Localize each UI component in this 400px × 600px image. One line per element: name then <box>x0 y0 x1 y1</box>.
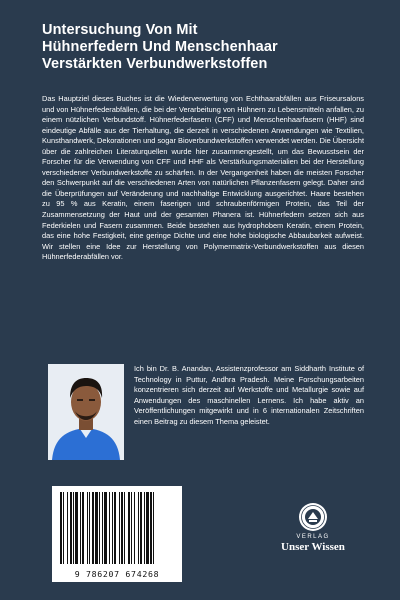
publisher-seal-icon <box>298 502 328 532</box>
author-bio: Ich bin Dr. B. Anandan, Assistenzprofessor am Siddharth Institute of Technology in Puttur, Andhra Pradesh. Meine Forschungsarbeiten konzentrieren sich derzeit auf Werkstoffe und Metallurgie sowie auf Anwendungen des maschinellen Lernens. Ich habe aktiv an Veröffentlichungen mitgewirkt und in 6 internationalen Zeitschriften einen Beitrag zu diesem Thema geleistet. <box>134 364 364 426</box>
barcode-bar <box>134 492 135 564</box>
barcode-bar <box>80 492 81 564</box>
barcode-bar <box>146 492 149 564</box>
barcode-bar <box>153 492 154 564</box>
barcode-bar <box>119 492 120 564</box>
barcode-bar <box>121 492 123 564</box>
barcode-bar <box>67 492 68 564</box>
barcode-bar <box>75 492 78 564</box>
barcode-bar <box>70 492 72 564</box>
barcode-bar <box>112 492 113 564</box>
barcode-bar <box>60 492 62 564</box>
barcode-bar <box>99 492 100 564</box>
barcode-bar <box>131 492 132 564</box>
publisher-verlag-label: VERLAG <box>296 534 330 540</box>
publisher-block <box>258 502 368 553</box>
barcode-bar <box>104 492 107 564</box>
book-title: Untersuchung Von Mit Hühnerfedern Und Menschenhaar Verstärkten Verbundwerkstoffen <box>42 22 278 72</box>
barcode-bar <box>87 492 88 564</box>
barcode-bar <box>92 492 94 564</box>
book-description: Das Hauptziel dieses Buches ist die Wiederverwertung von Echthaarabfällen aus Friseursalons und von Hühnerfederabfällen, die bei der Verarbeitung von Hühnern zu Lebensmitteln anfallen, zu einem nützlichen Verbundstoff. Hühnerfederfasern (CFF) und Menschenhaarfasern (HHF) sind eindeutige Abfälle aus der Tierhaltung, die derzeit in verschiedenen Anwendungen wie Textilien, Kunsthandwerk, Dekorationen und sogar Bioverbundwerkstoffen verwendet werden. Die Übersicht über die zahlreichen Literaturquellen wurde hier zusammengestellt, um das Bewusstsein der Forscher für die Verwendung von CFF und HHF als Verstärkungsmaterialien bei der Herstellung verschiedener Verbundwerkstoffe zu schärfen. In der Vergangenheit haben die meisten Forscher den Schwerpunkt auf die verschiedenen Arten von natürlichen Pflanzenfasern gelegt. Daher sind die Überprüfungen auf Veränderung und nachhaltige Entwicklung ausgerichtet. Haare bestehen zu 95 % aus Keratin, einem faserigen und schraubenförmigen Protein, das Teil der Zusammensetzung der Haut und der gesamten Phanera ist. Hühnerfedern setzen sich aus Federkielen und Fasern zusammen. Beide bestehen aus hydrophobem Keratin, einem Protein, das eine hohe Festigkeit, eine geringe Dichte und eine hohe biologische Abbaubarkeit aufweist. Wir stellen eine Idee zur Herstellung von Polymermatrix-Verbundwerkstoffen aus diesen Hühnerfederabfällen vor. <box>42 94 364 262</box>
barcode-bars <box>58 492 176 564</box>
author-photo <box>48 364 124 460</box>
barcode-bar <box>150 492 152 564</box>
barcode-bar <box>140 492 142 564</box>
barcode-bar <box>89 492 90 564</box>
barcode-bar <box>102 492 103 564</box>
barcode-bar <box>82 492 84 564</box>
barcode-bar <box>114 492 116 564</box>
barcode-bar <box>128 492 130 564</box>
barcode-bar <box>109 492 110 564</box>
barcode-bar <box>63 492 64 564</box>
isbn-barcode <box>52 486 182 582</box>
isbn-number: 9 786207 674268 <box>74 569 160 579</box>
barcode-bar <box>95 492 98 564</box>
barcode-bar <box>144 492 145 564</box>
author-portrait <box>48 364 124 460</box>
publisher-name: Unser Wissen <box>281 541 345 553</box>
barcode-bar <box>138 492 139 564</box>
barcode-bar <box>124 492 125 564</box>
barcode-bar <box>73 492 74 564</box>
